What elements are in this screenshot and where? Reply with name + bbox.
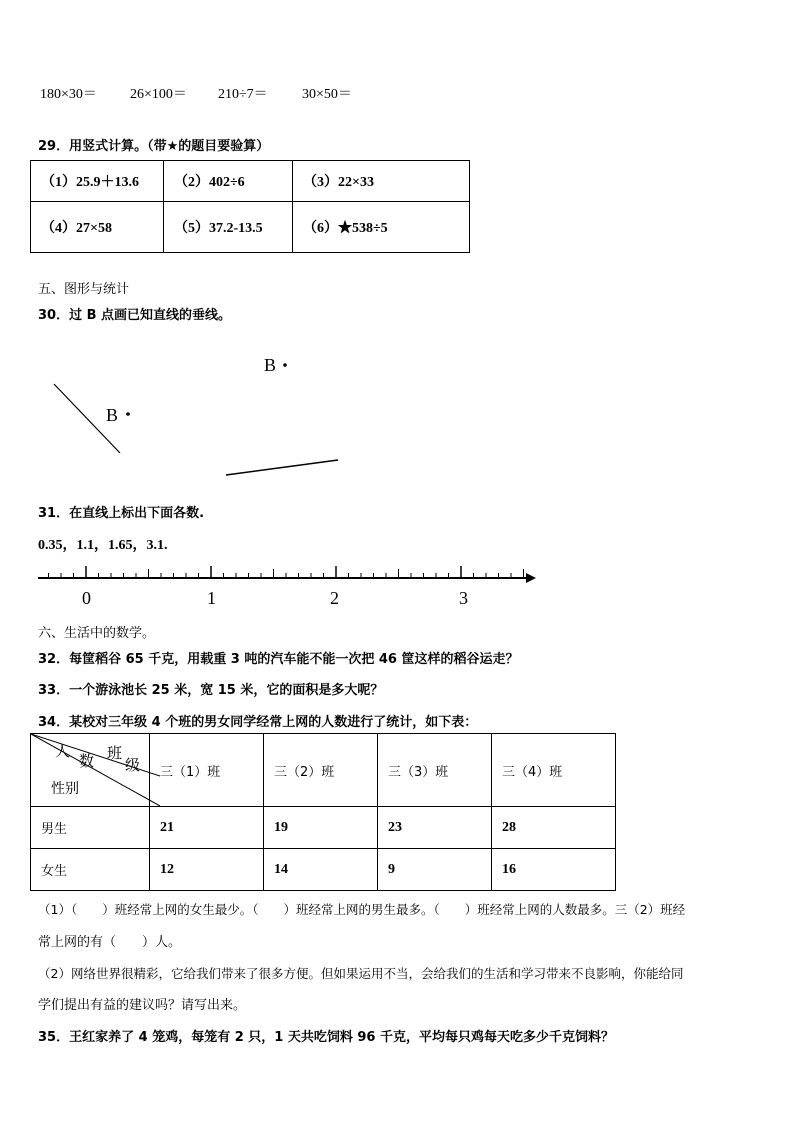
q31-numbers: 0.35，1.1，1.65，3.1.	[38, 538, 168, 553]
q29-cell-1: （1）25.9＋13.6	[31, 161, 164, 202]
q34-sub1-line2: 常上网的有（ ）人。	[38, 935, 182, 950]
col-header-1: 三（1）班	[150, 734, 264, 807]
number-line	[30, 560, 550, 610]
q34-table	[30, 733, 616, 891]
cell-girls-2: 14	[264, 849, 378, 891]
arrow-icon	[526, 573, 536, 583]
calc-item-2: 26×100＝	[130, 87, 187, 102]
tick-label-2: 2	[330, 588, 339, 608]
q29-cell-4: （4）27×58	[31, 202, 164, 253]
cell-girls-4: 16	[492, 849, 616, 891]
col-header-4: 三（4）班	[492, 734, 616, 807]
cell-girls-3: 9	[378, 849, 492, 891]
cell-boys-2: 19	[264, 807, 378, 849]
section5-heading: 五、图形与统计	[38, 282, 130, 297]
q29-title: 29．用竖式计算。（带★的题目要验算）	[38, 139, 270, 154]
q29-cell-2: （2）402÷6	[164, 161, 293, 202]
diag-header-cell	[31, 734, 150, 807]
q33-text: 33．一个游泳池长 25 米，宽 15 米，它的面积是多大呢？	[38, 683, 384, 698]
q29-table	[30, 160, 470, 253]
tick-label-0: 0	[82, 588, 91, 608]
cell-boys-1: 21	[150, 807, 264, 849]
point-b-dot-2	[126, 412, 130, 416]
row-label-girls: 女生	[31, 849, 150, 891]
point-b-label-2: B	[106, 405, 119, 425]
table-row	[31, 807, 616, 849]
calc-item-3: 210÷7＝	[218, 87, 268, 102]
tick-label-3: 3	[459, 588, 468, 608]
diag-ji: 级	[125, 756, 141, 774]
q30-figure	[0, 340, 400, 490]
q29-cell-5: （5）37.2-13.5	[164, 202, 293, 253]
tick-label-1: 1	[207, 588, 216, 608]
point-b-label-1: B	[264, 355, 277, 375]
line-2	[226, 460, 338, 475]
q34-sub2-line1: （2）网络世界很精彩，它给我们带来了很多方便。但如果运用不当，会给我们的生活和学习带来不良影响，你能给同	[38, 966, 684, 981]
q32-text: 32．每筐稻谷 65 千克，用载重 3 吨的汽车能不能一次把 46 筐这样的稻谷运走？	[38, 652, 519, 667]
col-header-3: 三（3）班	[378, 734, 492, 807]
diag-shu: 数	[79, 752, 95, 770]
row-label-boys: 男生	[31, 807, 150, 849]
q29-cell-6: （6）★538÷5	[293, 202, 470, 253]
table-row	[31, 849, 616, 891]
calc-item-1: 180×30＝	[40, 87, 97, 102]
diag-ban: 班	[107, 744, 123, 762]
cell-boys-3: 23	[378, 807, 492, 849]
q29-cell-3: （3）22×33	[293, 161, 470, 202]
diag-ren: 人	[55, 742, 71, 760]
q34-title: 34．某校对三年级 4 个班的男女同学经常上网的人数进行了统计，如下表：	[38, 715, 478, 730]
q31-title: 31．在直线上标出下面各数.	[38, 506, 205, 521]
q34-sub1-line1: （1）（ ）班经常上网的女生最少。（ ）班经常上网的男生最多。（ ）班经常上网的人数最多。三（2）班经	[38, 902, 686, 917]
q34-sub2-line2: 学们提出有益的建议吗？请写出来。	[38, 998, 247, 1013]
point-b-dot-1	[283, 363, 287, 367]
cell-girls-1: 12	[150, 849, 264, 891]
col-header-2: 三（2）班	[264, 734, 378, 807]
cell-boys-4: 28	[492, 807, 616, 849]
q30-title: 30．过 B 点画已知直线的垂线。	[38, 308, 232, 323]
calc-item-4: 30×50＝	[302, 87, 352, 102]
section6-heading: 六、生活中的数学。	[38, 626, 156, 641]
q35-text: 35．王红家养了 4 笼鸡，每笼有 2 只，1 天共吃饲料 96 千克，平均每只鸡每天吃多少千克饲料？	[38, 1030, 614, 1045]
diag-xingbie: 性别	[51, 781, 79, 797]
